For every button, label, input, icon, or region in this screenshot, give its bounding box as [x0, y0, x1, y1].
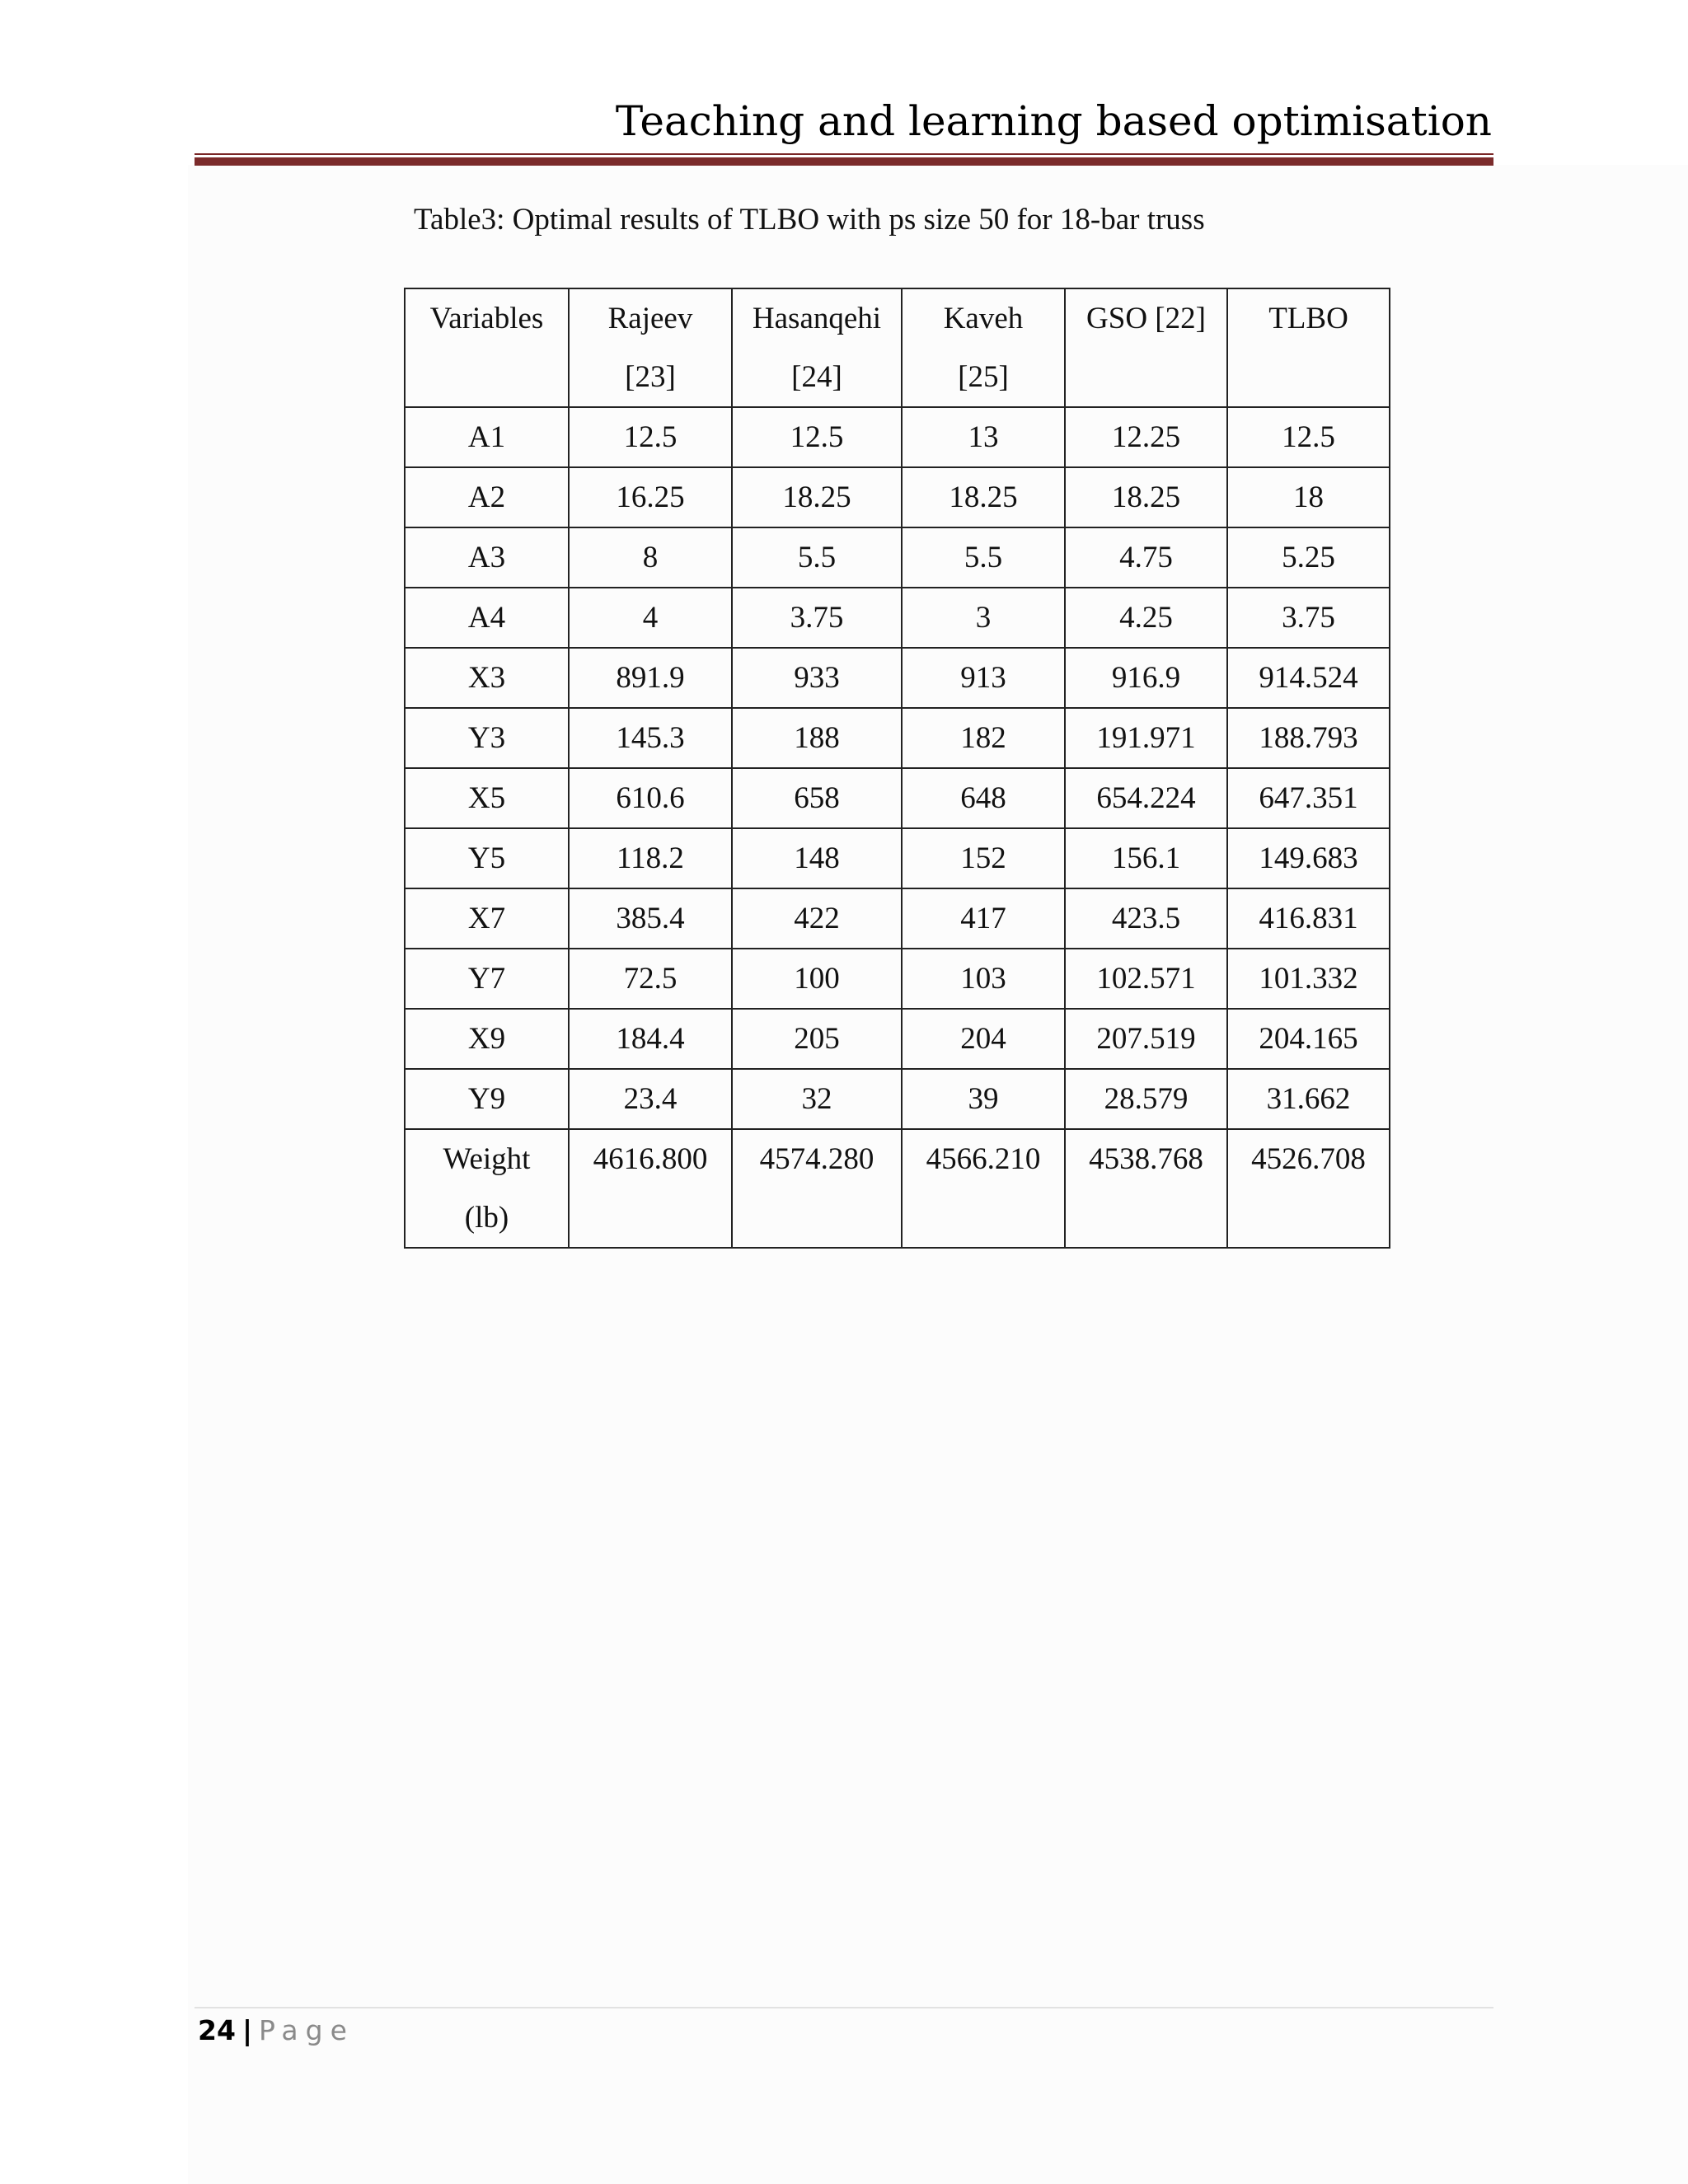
- value-cell: 3.75: [1227, 588, 1390, 648]
- value-cell: 654.224: [1065, 768, 1227, 828]
- value-cell: 182: [902, 708, 1065, 768]
- value-cell: 12.5: [569, 407, 732, 467]
- table-row: [405, 527, 1390, 588]
- weight-label-line2: (lb): [464, 1201, 509, 1235]
- value-cell: 3: [902, 588, 1065, 648]
- value-cell: 916.9: [1065, 648, 1227, 708]
- variable-name-cell: Y5: [405, 828, 569, 888]
- value-cell: 385.4: [569, 888, 732, 949]
- value-cell: 416.831: [1227, 888, 1390, 949]
- column-header-line1: Variables: [429, 302, 544, 335]
- table-row: [405, 407, 1390, 467]
- value-cell: 423.5: [1065, 888, 1227, 949]
- weight-label-line1: Weight: [443, 1142, 531, 1176]
- column-header: [1227, 288, 1390, 407]
- weight-value-cell: 4574.280: [732, 1129, 902, 1248]
- value-cell: 39: [902, 1069, 1065, 1129]
- weight-value-cell: 4616.800: [569, 1129, 732, 1248]
- value-cell: 891.9: [569, 648, 732, 708]
- value-cell: 102.571: [1065, 949, 1227, 1009]
- weight-label-cell: [405, 1129, 569, 1248]
- weight-value-cell: 4538.768: [1065, 1129, 1227, 1248]
- value-cell: 8: [569, 527, 732, 588]
- value-cell: 4.75: [1065, 527, 1227, 588]
- table-body: [405, 407, 1390, 1248]
- column-header: [1065, 288, 1227, 407]
- column-header-line2: [24]: [791, 360, 842, 394]
- column-header: [569, 288, 732, 407]
- table-row: [405, 708, 1390, 768]
- table-header: [405, 288, 1390, 407]
- value-cell: 12.25: [1065, 407, 1227, 467]
- value-cell: 23.4: [569, 1069, 732, 1129]
- table-row: [405, 768, 1390, 828]
- value-cell: 32: [732, 1069, 902, 1129]
- variable-name-cell: X3: [405, 648, 569, 708]
- table-row: [405, 888, 1390, 949]
- table-row: [405, 467, 1390, 527]
- value-cell: 148: [732, 828, 902, 888]
- value-cell: 188.793: [1227, 708, 1390, 768]
- value-cell: 204.165: [1227, 1009, 1390, 1069]
- value-cell: 149.683: [1227, 828, 1390, 888]
- column-header-line2: [23]: [625, 360, 676, 394]
- header-rule-thick: [195, 157, 1493, 166]
- table-row: [405, 588, 1390, 648]
- page-number: 24: [198, 2014, 236, 2046]
- value-cell: 5.5: [902, 527, 1065, 588]
- value-cell: 118.2: [569, 828, 732, 888]
- variable-name-cell: A1: [405, 407, 569, 467]
- value-cell: 101.332: [1227, 949, 1390, 1009]
- variable-name-cell: Y7: [405, 949, 569, 1009]
- value-cell: 100: [732, 949, 902, 1009]
- table-row: [405, 1069, 1390, 1129]
- value-cell: 18.25: [732, 467, 902, 527]
- value-cell: 152: [902, 828, 1065, 888]
- value-cell: 3.75: [732, 588, 902, 648]
- variable-name-cell: A4: [405, 588, 569, 648]
- variable-name-cell: X5: [405, 768, 569, 828]
- value-cell: 647.351: [1227, 768, 1390, 828]
- value-cell: 184.4: [569, 1009, 732, 1069]
- value-cell: 16.25: [569, 467, 732, 527]
- value-cell: 28.579: [1065, 1069, 1227, 1129]
- column-header-line2: [25]: [958, 360, 1009, 394]
- value-cell: 12.5: [732, 407, 902, 467]
- value-cell: 31.662: [1227, 1069, 1390, 1129]
- value-cell: 4: [569, 588, 732, 648]
- variable-name-cell: A3: [405, 527, 569, 588]
- variable-name-cell: Y3: [405, 708, 569, 768]
- header-rule-thin: [195, 153, 1493, 155]
- results-table: [404, 288, 1390, 1249]
- footer-rule: [195, 2007, 1493, 2008]
- value-cell: 12.5: [1227, 407, 1390, 467]
- value-cell: 188: [732, 708, 902, 768]
- column-header: [902, 288, 1065, 407]
- value-cell: 18: [1227, 467, 1390, 527]
- page-footer: [198, 2014, 354, 2046]
- value-cell: 914.524: [1227, 648, 1390, 708]
- value-cell: 156.1: [1065, 828, 1227, 888]
- value-cell: 610.6: [569, 768, 732, 828]
- value-cell: 5.5: [732, 527, 902, 588]
- header-row: [405, 288, 1390, 407]
- weight-row: [405, 1129, 1390, 1248]
- column-header-line1: Rajeev: [607, 302, 693, 335]
- value-cell: 204: [902, 1009, 1065, 1069]
- page-word: Page: [259, 2014, 354, 2046]
- column-header-line1: GSO [22]: [1086, 302, 1206, 335]
- footer-separator: |: [241, 2014, 252, 2046]
- value-cell: 145.3: [569, 708, 732, 768]
- value-cell: 18.25: [1065, 467, 1227, 527]
- value-cell: 13: [902, 407, 1065, 467]
- value-cell: 658: [732, 768, 902, 828]
- variable-name-cell: X9: [405, 1009, 569, 1069]
- table-row: [405, 1009, 1390, 1069]
- column-header: [405, 288, 569, 407]
- weight-value-cell: 4566.210: [902, 1129, 1065, 1248]
- value-cell: 72.5: [569, 949, 732, 1009]
- column-header-line1: TLBO: [1268, 302, 1348, 335]
- value-cell: 5.25: [1227, 527, 1390, 588]
- table-caption: Table3: Optimal results of TLBO with ps size 50 for 18-bar truss: [414, 203, 1205, 237]
- value-cell: 205: [732, 1009, 902, 1069]
- table-row: [405, 828, 1390, 888]
- value-cell: 648: [902, 768, 1065, 828]
- value-cell: 18.25: [902, 467, 1065, 527]
- value-cell: 933: [732, 648, 902, 708]
- value-cell: 913: [902, 648, 1065, 708]
- running-header-title: Teaching and learning based optimisation: [615, 97, 1492, 145]
- value-cell: 417: [902, 888, 1065, 949]
- value-cell: 207.519: [1065, 1009, 1227, 1069]
- value-cell: 103: [902, 949, 1065, 1009]
- weight-value-cell: 4526.708: [1227, 1129, 1390, 1248]
- table-row: [405, 949, 1390, 1009]
- column-header-line1: Hasanqehi: [752, 302, 882, 335]
- table-row: [405, 648, 1390, 708]
- value-cell: 422: [732, 888, 902, 949]
- value-cell: 4.25: [1065, 588, 1227, 648]
- column-header-line1: Kaveh: [943, 302, 1024, 335]
- variable-name-cell: X7: [405, 888, 569, 949]
- variable-name-cell: A2: [405, 467, 569, 527]
- column-header: [732, 288, 902, 407]
- value-cell: 191.971: [1065, 708, 1227, 768]
- variable-name-cell: Y9: [405, 1069, 569, 1129]
